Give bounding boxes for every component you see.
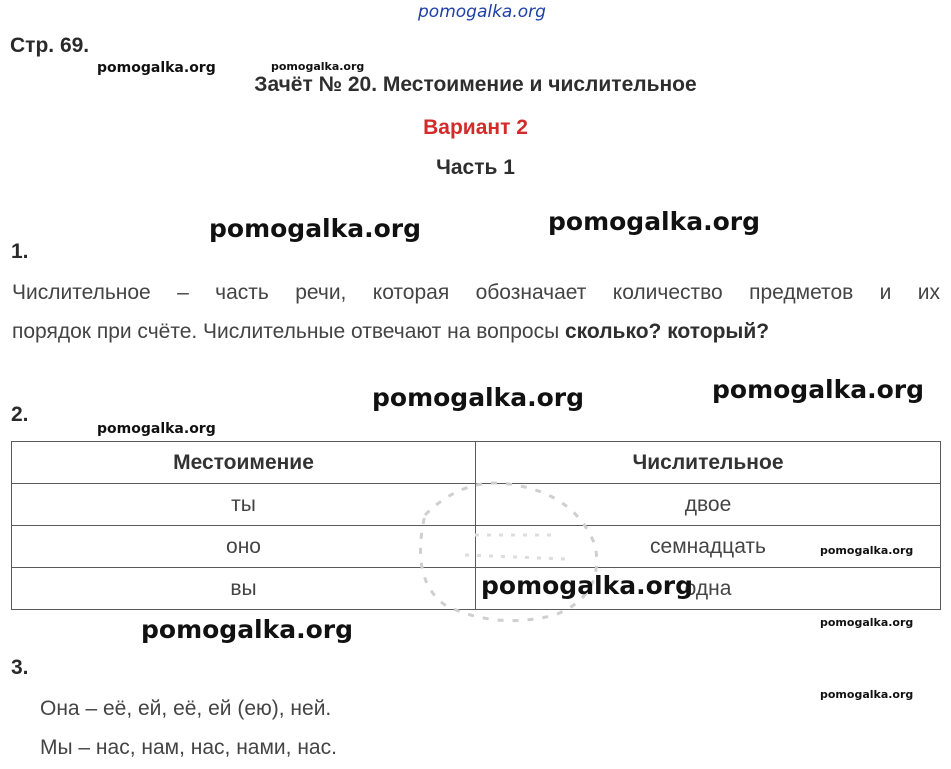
part-heading: Часть 1 [436, 156, 515, 179]
task-1-line-2-text: порядок при счёте. Числительные отвечают на вопросы [12, 320, 565, 343]
watermark: pomogalka.org [209, 214, 422, 243]
table-cell: оно [12, 526, 476, 568]
variant-heading: Вариант 2 [423, 116, 528, 139]
table-cell: ты [12, 484, 476, 526]
task-2-number: 2. [11, 403, 29, 426]
task-1-number: 1. [11, 240, 29, 263]
watermark: pomogalka.org [820, 688, 914, 701]
watermark: pomogalka.org [481, 571, 694, 600]
task-3-line-2: Мы – нас, нам, нас, нами, нас. [40, 736, 337, 759]
table-cell: одна [476, 568, 941, 610]
task-1-line-1: Числительное – часть речи, которая обозначает количество предметов и их [12, 281, 940, 304]
table-cell: вы [12, 568, 476, 610]
task-1-text [12, 273, 940, 351]
page-reference: Стр. 69. [10, 34, 90, 57]
page-title: Зачёт № 20. Местоимение и числительное [254, 73, 697, 96]
table-row [12, 484, 941, 526]
watermark: pomogalka.org [548, 207, 761, 236]
table-row [12, 568, 941, 610]
watermark: pomogalka.org [271, 60, 365, 73]
task-3-number: 3. [11, 656, 29, 679]
pronoun-numeral-table [11, 441, 941, 610]
table-cell: семнадцать [476, 526, 941, 568]
watermark: pomogalka.org [97, 60, 216, 76]
watermark: pomogalka.org [97, 421, 216, 437]
watermark: pomogalka.org [712, 375, 925, 404]
column-header-numeral: Числительное [476, 442, 941, 484]
task-1-line-2 [12, 312, 940, 351]
task-1-questions: сколько? который? [565, 320, 770, 343]
watermark: pomogalka.org [820, 544, 914, 557]
task-3-line-1: Она – её, ей, её, ей (ею), ней. [40, 697, 332, 720]
watermark-top: pomogalka.org [418, 2, 546, 22]
table-header-row [12, 442, 941, 484]
watermark: pomogalka.org [141, 615, 354, 644]
column-header-pronoun: Местоимение [12, 442, 476, 484]
watermark: pomogalka.org [820, 616, 914, 629]
table-row [12, 526, 941, 568]
watermark: pomogalka.org [372, 383, 585, 412]
table-cell: двое [476, 484, 941, 526]
